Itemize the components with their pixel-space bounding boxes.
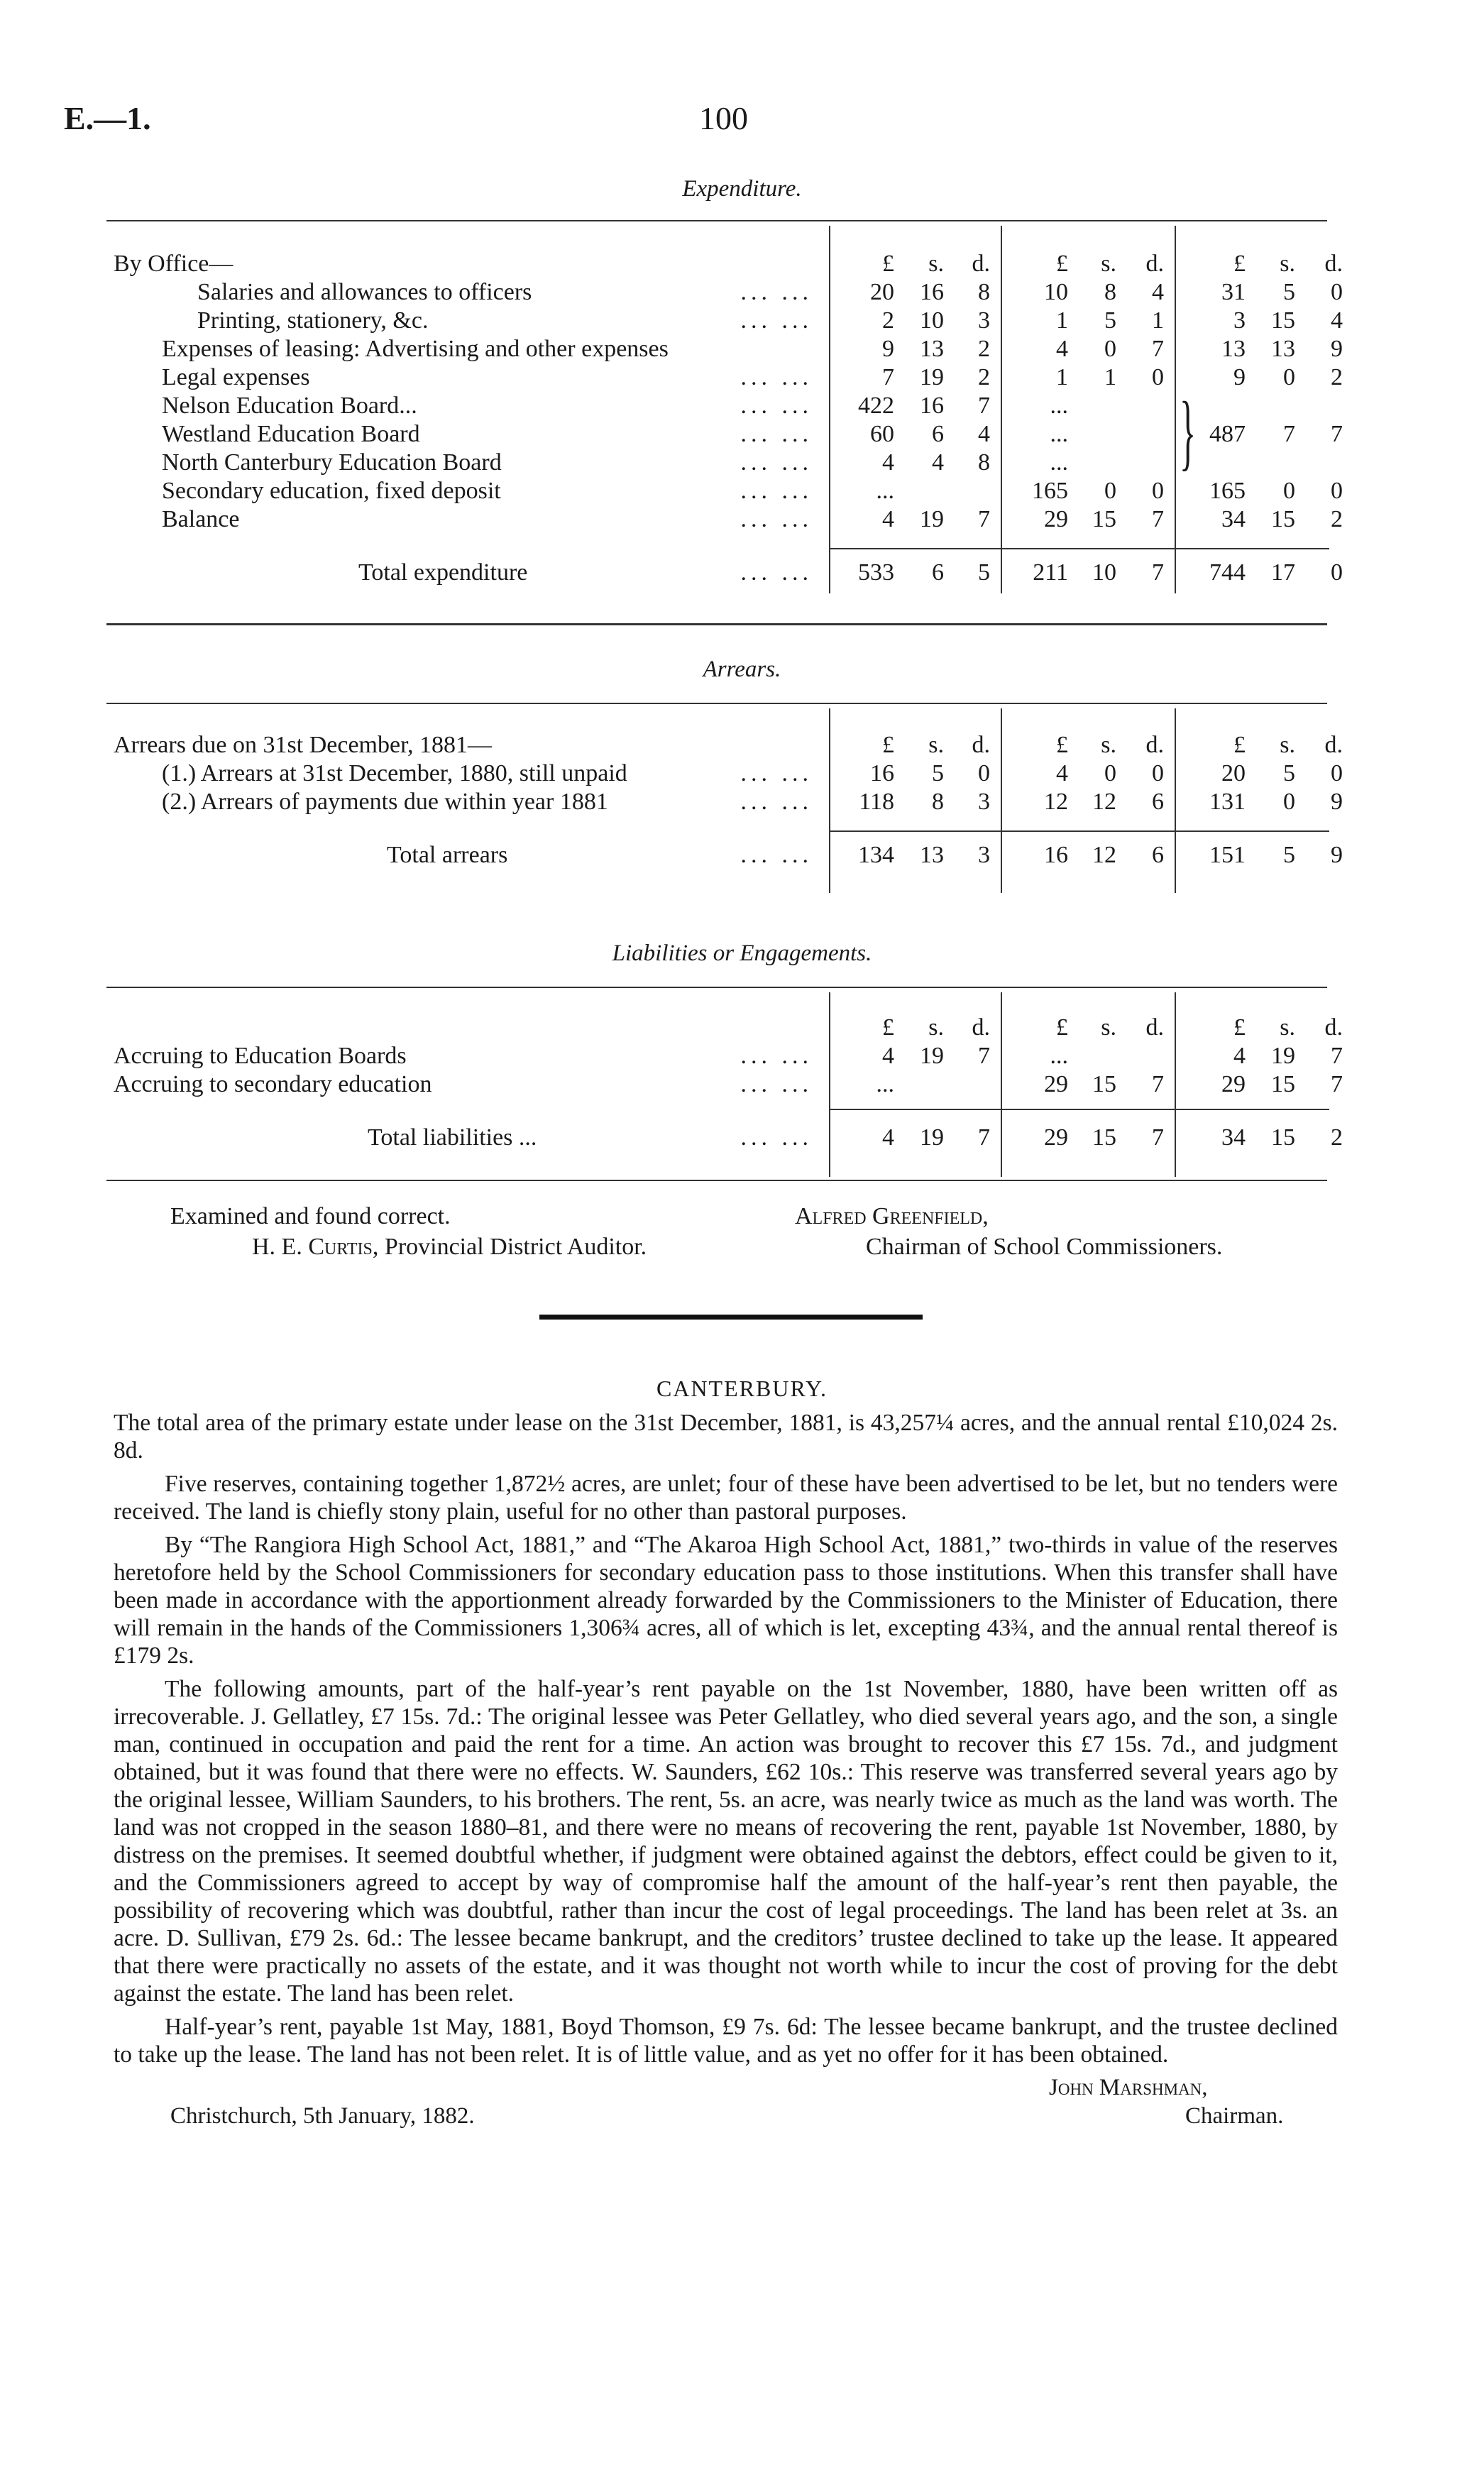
cell-t-d: 2 <box>1331 506 1343 532</box>
paragraph-3: By “The Rangiora High School Act, 1881,” and “The Akaroa High School Act, 1881,” two-thirds in value of the reserves heretofore held by the School Commissioners for secondary education pass to those institutions. When this transfer shall have been made in accordance with the apportionment already forwarded by the Commissioners to the Minister of Education, there will remain in the hands of the Commissioners 1,306¾ acres, all of which is let, excepting 43¾, and the annual rental thereof is £179 2s. <box>114 1532 1338 1669</box>
arrears-title: Arrears. <box>703 657 781 682</box>
cell-b-s: 1 <box>1104 364 1116 390</box>
cell-b-s: 15 <box>1092 1071 1116 1097</box>
liabilities-top-rule <box>106 987 1327 988</box>
cell-a-d: 8 <box>978 279 990 305</box>
cell-t-d: 4 <box>1331 307 1343 334</box>
currency-unit: s. <box>1280 1014 1295 1041</box>
total-label: Total expenditure <box>358 559 528 586</box>
cell-a-d: 7 <box>978 1043 990 1069</box>
cell-b-£: 165 <box>1032 478 1068 504</box>
cell-a-s: 4 <box>932 449 944 476</box>
paragraph-5: Half-year’s rent, payable 1st May, 1881, Boyd Thomson, £9 7s. 6d: The lessee became bankrupt, and the trustee declined to take up the lease. The land has not been relet. It is of little value, and as yet no offer for it has been obtained. <box>114 2014 1338 2068</box>
cell-t-d: 0 <box>1331 279 1343 305</box>
cell-b-£: 1 <box>1056 307 1068 334</box>
cell-a-s: 19 <box>920 364 944 390</box>
total-a-£: 4 <box>882 1124 894 1151</box>
cell-t-£: 3 <box>1233 307 1246 334</box>
currency-unit: d. <box>1324 251 1343 277</box>
row-label: Westland Education Board <box>162 421 420 447</box>
total-t-d: 2 <box>1331 1124 1343 1151</box>
cell-t-£: 31 <box>1221 279 1246 305</box>
currency-unit: s. <box>1101 732 1116 758</box>
leader-dots: ... ... <box>740 1124 813 1151</box>
cell-a-d: 7 <box>978 506 990 532</box>
row-label: (2.) Arrears of payments due within year 1881 <box>162 789 608 815</box>
document-reference: E.—1. <box>64 100 151 136</box>
chairman-signature: John Marshman, <box>1049 2075 1208 2100</box>
cell-b-£: 12 <box>1044 789 1068 815</box>
total-t-£: 151 <box>1209 842 1246 868</box>
leader-dots: ... ... <box>740 393 813 419</box>
total-t-d: 0 <box>1331 559 1343 586</box>
cell-b-£: 29 <box>1044 506 1068 532</box>
cell-a-d: 3 <box>978 307 990 334</box>
cell-a-s: 13 <box>920 336 944 362</box>
leader-dots: ... ... <box>740 279 813 305</box>
cell-t-s: 0 <box>1283 789 1295 815</box>
cell-b-£: ... <box>1050 421 1068 447</box>
total-t-d: 9 <box>1331 842 1343 868</box>
cell-b-d: 7 <box>1152 336 1164 362</box>
row-label: Printing, stationery, &c. <box>197 307 429 334</box>
cell-b-s: 0 <box>1104 336 1116 362</box>
expenditure-top-rule <box>106 220 1327 221</box>
cell-b-d: 0 <box>1152 478 1164 504</box>
currency-unit: £ <box>882 1014 894 1041</box>
liabilities-total-rule <box>829 1109 1329 1110</box>
cell-a-s: 19 <box>920 506 944 532</box>
table-row <box>0 1042 1484 1070</box>
currency-unit: d. <box>972 251 990 277</box>
total-a-s: 13 <box>920 842 944 868</box>
cell-a-£: 2 <box>882 307 894 334</box>
cell-a-s: 16 <box>920 393 944 419</box>
auditor-name: H. E. Curtis, <box>252 1234 379 1260</box>
row-label: Accruing to secondary education <box>114 1071 432 1097</box>
cell-t-d: 0 <box>1331 478 1343 504</box>
total-t-£: 34 <box>1221 1124 1246 1151</box>
total-b-s: 10 <box>1092 559 1116 586</box>
cell-a-£: 4 <box>882 1043 894 1069</box>
cell-t-s: 0 <box>1283 364 1295 390</box>
total-b-s: 12 <box>1092 842 1116 868</box>
cell-b-d: 7 <box>1152 506 1164 532</box>
cell-t-£: 20 <box>1221 760 1246 786</box>
table-row <box>0 307 1484 335</box>
total-a-s: 19 <box>920 1124 944 1151</box>
cell-b-s: 15 <box>1092 506 1116 532</box>
exp-table-currency-header <box>0 250 1484 278</box>
cell-a-£: 16 <box>870 760 894 786</box>
cell-b-s: 0 <box>1104 478 1116 504</box>
leader-dots: ... ... <box>740 789 813 815</box>
cell-a-£: ... <box>876 1071 894 1097</box>
cell-a-d: 8 <box>978 449 990 476</box>
total-a-£: 533 <box>858 559 894 586</box>
paragraph-2: Five reserves, containing together 1,872½ acres, are unlet; four of these have been advertised to be let, but no tenders were received. The land is chiefly stony plain, useful for no other than pastoral purposes. <box>114 1471 1338 1525</box>
cell-t-s: 15 <box>1271 506 1295 532</box>
arrears-total-rule <box>829 830 1329 832</box>
table-row <box>0 505 1484 534</box>
cell-b-s: 0 <box>1104 760 1116 786</box>
cell-a-s: 5 <box>932 760 944 786</box>
cell-t-d: 7 <box>1331 421 1343 447</box>
section-heading: By Office— <box>114 251 233 277</box>
cell-t-d: 9 <box>1331 789 1343 815</box>
leader-dots: ... ... <box>740 1071 813 1097</box>
grouping-brace: } <box>1180 384 1197 478</box>
total-a-s: 6 <box>932 559 944 586</box>
table-row <box>0 477 1484 505</box>
row-label: Secondary education, fixed deposit <box>162 478 501 504</box>
leader-dots: ... ... <box>740 478 813 504</box>
cell-b-d: 7 <box>1152 1071 1164 1097</box>
total-t-s: 5 <box>1283 842 1295 868</box>
cell-b-£: 10 <box>1044 279 1068 305</box>
cell-a-£: 422 <box>858 393 894 419</box>
cell-t-£: 4 <box>1233 1043 1246 1069</box>
currency-unit: £ <box>1233 1014 1246 1041</box>
total-b-s: 15 <box>1092 1124 1116 1151</box>
leader-dots: ... ... <box>740 506 813 532</box>
currency-unit: s. <box>1280 732 1295 758</box>
cell-a-£: 9 <box>882 336 894 362</box>
currency-unit: £ <box>882 251 894 277</box>
total-label: Total liabilities ... <box>368 1124 537 1151</box>
cell-t-d: 2 <box>1331 364 1343 390</box>
cell-b-d: 4 <box>1152 279 1164 305</box>
table-row <box>0 449 1484 477</box>
cell-a-£: 4 <box>882 449 894 476</box>
leader-dots: ... ... <box>740 421 813 447</box>
total-row <box>0 841 1484 870</box>
cell-t-£: 9 <box>1233 364 1246 390</box>
currency-unit: d. <box>1324 732 1343 758</box>
cell-t-£: 29 <box>1221 1071 1246 1097</box>
cell-t-£: 34 <box>1221 506 1246 532</box>
currency-unit: d. <box>1145 1014 1164 1041</box>
table-row <box>0 392 1484 420</box>
cell-a-s: 8 <box>932 789 944 815</box>
table-row <box>0 788 1484 816</box>
cell-a-d: 0 <box>978 760 990 786</box>
row-label: North Canterbury Education Board <box>162 449 502 476</box>
row-label: Nelson Education Board... <box>162 393 417 419</box>
cell-a-d: 4 <box>978 421 990 447</box>
cell-t-d: 7 <box>1331 1071 1343 1097</box>
cell-a-£: ... <box>876 478 894 504</box>
row-label: Balance <box>162 506 240 532</box>
section-separator <box>539 1315 923 1320</box>
total-b-d: 7 <box>1152 1124 1164 1151</box>
arr-table-currency-header <box>0 731 1484 760</box>
row-label: Salaries and allowances to officers <box>197 279 532 305</box>
total-a-d: 5 <box>978 559 990 586</box>
cell-t-s: 5 <box>1283 760 1295 786</box>
currency-unit: £ <box>1056 251 1068 277</box>
total-row <box>0 559 1484 587</box>
cell-t-s: 19 <box>1271 1043 1295 1069</box>
arrears-top-rule <box>106 703 1327 704</box>
currency-unit: £ <box>1233 251 1246 277</box>
expenditure-title: Expenditure. <box>682 176 802 202</box>
cell-b-d: 0 <box>1152 760 1164 786</box>
cell-a-£: 7 <box>882 364 894 390</box>
cell-a-s: 6 <box>932 421 944 447</box>
total-t-s: 17 <box>1271 559 1295 586</box>
cell-t-d: 7 <box>1331 1043 1343 1069</box>
cell-t-s: 7 <box>1283 421 1295 447</box>
total-a-d: 3 <box>978 842 990 868</box>
chairman-name: Alfred Greenfield, <box>795 1203 989 1229</box>
currency-unit: d. <box>1145 251 1164 277</box>
cell-t-s: 0 <box>1283 478 1295 504</box>
table-row <box>0 420 1484 449</box>
currency-unit: s. <box>1101 251 1116 277</box>
currency-unit: s. <box>928 732 944 758</box>
row-label: Accruing to Education Boards <box>114 1043 407 1069</box>
cell-b-s: 12 <box>1092 789 1116 815</box>
leader-dots: ... ... <box>740 449 813 476</box>
cell-t-s: 15 <box>1271 307 1295 334</box>
canterbury-title: CANTERBURY. <box>656 1376 828 1401</box>
paragraph-4: The following amounts, part of the half-year’s rent payable on the 1st November, 1880, have been written off as irrecoverable. J. Gellatley, £7 15s. 7d.: The original lessee was Peter Gellatley, who died several years ago, and the son, a single man, continued in occupation and paid the rent for a time. An action was brought to recover this £7 15s. 7d., and judgment obtained, but it was found that there were no effects. W. Saunders, £62 10s.: This reserve was transferred several years ago by the original lessee, William Saunders, to his brothers. The rent, 5s. an acre, was nearly twice as much as the land was worth. The land was not cropped in the season 1880–81, and there were no means of recovering the rent, payable 1st November, 1880, by distress on the premises. It seemed doubtful whether, if judgment were obtained against the debtors, effect could be given to it, and the Commissioners agreed to accept by way of compromise half the amount of the half-year’s rent then payable, the possibility of recovering which was doubtful, rather than incur the cost of legal proceedings. The land has been relet at 3s. an acre. D. Sullivan, £79 2s. 6d.: The lessee became bankrupt, and the creditors’ trustee declined to take up the lease. It appeared that there were practically no assets of the estate, and it was thought not worth while to incur the cost of proving for the debt against the estate. The land has been relet. <box>114 1676 1338 2007</box>
expenditure-bottom-rule <box>106 623 1327 625</box>
cell-t-s: 13 <box>1271 336 1295 362</box>
leader-dots: ... ... <box>740 307 813 334</box>
lia-table-currency-header <box>0 1014 1484 1042</box>
currency-unit: s. <box>1280 251 1295 277</box>
currency-unit: £ <box>882 732 894 758</box>
currency-unit: d. <box>972 732 990 758</box>
row-label: (1.) Arrears at 31st December, 1880, still unpaid <box>162 760 627 786</box>
total-t-s: 15 <box>1271 1124 1295 1151</box>
cell-b-d: 6 <box>1152 789 1164 815</box>
auditor-signature <box>252 1234 647 1261</box>
leader-dots: ... ... <box>740 1043 813 1069</box>
auditor-title: Provincial District Auditor. <box>384 1234 647 1260</box>
cell-t-£: 487 <box>1209 421 1246 447</box>
cell-t-£: 13 <box>1221 336 1246 362</box>
total-a-£: 134 <box>858 842 894 868</box>
cell-a-£: 4 <box>882 506 894 532</box>
cell-b-£: ... <box>1050 393 1068 419</box>
cell-b-£: 4 <box>1056 760 1068 786</box>
cell-a-s: 16 <box>920 279 944 305</box>
chairman-title: Chairman of School Commissioners. <box>866 1234 1223 1260</box>
currency-unit: £ <box>1056 732 1068 758</box>
total-b-£: 29 <box>1044 1124 1068 1151</box>
table-row <box>0 363 1484 392</box>
cell-a-d: 7 <box>978 393 990 419</box>
row-label: Legal expenses <box>162 364 310 390</box>
signer-title: Chairman. <box>1185 2103 1284 2129</box>
table-row <box>0 278 1484 307</box>
total-label: Total arrears <box>387 842 508 868</box>
currency-unit: d. <box>1145 732 1164 758</box>
cell-a-d: 3 <box>978 789 990 815</box>
currency-unit: s. <box>928 1014 944 1041</box>
cell-t-£: 165 <box>1209 478 1246 504</box>
cell-b-s: 5 <box>1104 307 1116 334</box>
leader-dots: ... ... <box>740 842 813 868</box>
cell-b-£: ... <box>1050 449 1068 476</box>
currency-unit: s. <box>1101 1014 1116 1041</box>
place-date: Christchurch, 5th January, 1882. <box>170 2103 475 2129</box>
section-heading: Arrears due on 31st December, 1881— <box>114 732 493 758</box>
cell-b-d: 0 <box>1152 364 1164 390</box>
cell-b-s: 8 <box>1104 279 1116 305</box>
currency-unit: £ <box>1233 732 1246 758</box>
cell-t-s: 5 <box>1283 279 1295 305</box>
leader-dots: ... ... <box>740 364 813 390</box>
leader-dots: ... ... <box>740 760 813 786</box>
cell-a-£: 118 <box>859 789 894 815</box>
cell-b-£: 29 <box>1044 1071 1068 1097</box>
currency-unit: s. <box>928 251 944 277</box>
leader-dots: ... ... <box>740 559 813 586</box>
cell-a-d: 2 <box>978 336 990 362</box>
total-row <box>0 1124 1484 1152</box>
total-b-d: 6 <box>1152 842 1164 868</box>
cell-a-£: 20 <box>870 279 894 305</box>
cell-b-d: 1 <box>1152 307 1164 334</box>
currency-unit: £ <box>1056 1014 1068 1041</box>
cell-a-s: 10 <box>920 307 944 334</box>
currency-unit: d. <box>972 1014 990 1041</box>
cell-b-£: 4 <box>1056 336 1068 362</box>
examined-statement: Examined and found correct. <box>170 1203 451 1229</box>
table-row <box>0 760 1484 788</box>
cell-t-d: 9 <box>1331 336 1343 362</box>
cell-b-£: 1 <box>1056 364 1068 390</box>
liabilities-bottom-rule <box>106 1180 1327 1181</box>
paragraph-1: The total area of the primary estate under lease on the 31st December, 1881, is 43,257¼ acres, and the annual rental £10,024 2s. 8d. <box>114 1410 1338 1464</box>
currency-unit: d. <box>1324 1014 1343 1041</box>
canterbury-body <box>114 1409 1338 2132</box>
cell-t-s: 15 <box>1271 1071 1295 1097</box>
cell-a-£: 60 <box>870 421 894 447</box>
cell-b-£: ... <box>1050 1043 1068 1069</box>
table-row <box>0 1070 1484 1099</box>
total-t-£: 744 <box>1209 559 1246 586</box>
total-b-£: 211 <box>1033 559 1068 586</box>
page-number: 100 <box>699 100 748 136</box>
cell-a-s: 19 <box>920 1043 944 1069</box>
cell-t-d: 0 <box>1331 760 1343 786</box>
total-a-d: 7 <box>978 1124 990 1151</box>
total-b-d: 7 <box>1152 559 1164 586</box>
expenditure-total-rule <box>829 548 1329 549</box>
cell-a-d: 2 <box>978 364 990 390</box>
row-label: Expenses of leasing: Advertising and other expenses <box>162 336 669 362</box>
table-row <box>0 335 1484 363</box>
liabilities-title: Liabilities or Engagements. <box>612 941 872 966</box>
cell-t-£: 131 <box>1209 789 1246 815</box>
total-b-£: 16 <box>1044 842 1068 868</box>
